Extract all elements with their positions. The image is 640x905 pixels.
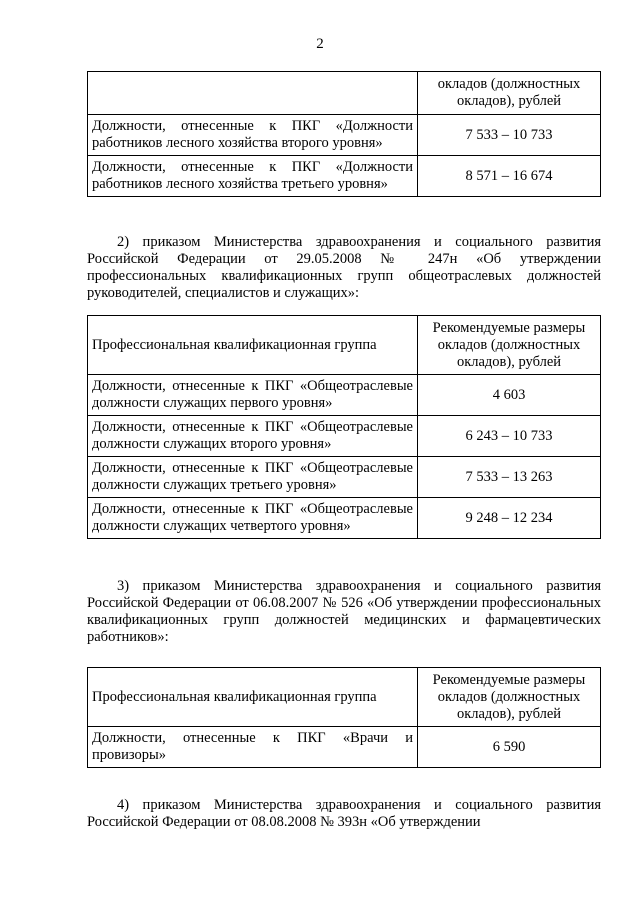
- salary-table-medical: [87, 667, 601, 768]
- table-row: [88, 416, 601, 457]
- salary-cell: 6 590: [418, 727, 601, 768]
- header-salary-cell: Рекомендуемые размеры окладов (должностных окладов), рублей: [418, 668, 601, 727]
- paragraph-2: 2) приказом Министерства здравоохранения и социального развития Российской Федерации от 29.05.2008 № 247н «Об утверждении профессиональных квалификационных групп общеотраслевых должностей руководителей, специалистов и служащих»:: [87, 234, 601, 301]
- paragraph-4: 4) приказом Министерства здравоохранения и социального развития Российской Федерации от 08.08.2008 № 393н «Об утверждении: [87, 797, 601, 830]
- salary-cell: 6 243 – 10 733: [418, 416, 601, 457]
- paragraph-3: 3) приказом Министерства здравоохранения и социального развития Российской Федерации от 06.08.2007 № 526 «Об утверждении профессиональных квалификационных групп должностей медицинских и фармацевтических работников»:: [87, 578, 601, 645]
- table-row: [88, 156, 601, 197]
- salary-cell: 7 533 – 13 263: [418, 457, 601, 498]
- table-header-row: [88, 72, 601, 115]
- header-group-cell: [88, 72, 418, 115]
- salary-cell: 9 248 – 12 234: [418, 498, 601, 539]
- page-number: 2: [316, 36, 324, 52]
- header-group-cell: Профессиональная квалификационная группа: [88, 316, 418, 375]
- salary-table-general: [87, 315, 601, 539]
- table-header-row: [88, 668, 601, 727]
- salary-cell: 8 571 – 16 674: [418, 156, 601, 197]
- header-group-cell: Профессиональная квалификационная группа: [88, 668, 418, 727]
- group-cell: Должности, отнесенные к ПКГ «Общеотраслевые должности служащих четвертого уровня»: [88, 498, 418, 539]
- salary-cell: 4 603: [418, 375, 601, 416]
- table-row: [88, 115, 601, 156]
- salary-table-forestry: [87, 71, 601, 197]
- table-row: [88, 727, 601, 768]
- group-cell: Должности, отнесенные к ПКГ «Должности работников лесного хозяйства второго уровня»: [88, 115, 418, 156]
- group-cell: Должности, отнесенные к ПКГ «Общеотраслевые должности служащих третьего уровня»: [88, 457, 418, 498]
- group-cell: Должности, отнесенные к ПКГ «Врачи и провизоры»: [88, 727, 418, 768]
- header-salary-cell: окладов (должностных окладов), рублей: [418, 72, 601, 115]
- table-row: [88, 498, 601, 539]
- table-row: [88, 375, 601, 416]
- group-cell: Должности, отнесенные к ПКГ «Общеотраслевые должности служащих второго уровня»: [88, 416, 418, 457]
- group-cell: Должности, отнесенные к ПКГ «Должности работников лесного хозяйства третьего уровня»: [88, 156, 418, 197]
- table-header-row: [88, 316, 601, 375]
- group-cell: Должности, отнесенные к ПКГ «Общеотраслевые должности служащих первого уровня»: [88, 375, 418, 416]
- header-salary-cell: Рекомендуемые размеры окладов (должностных окладов), рублей: [418, 316, 601, 375]
- table-row: [88, 457, 601, 498]
- salary-cell: 7 533 – 10 733: [418, 115, 601, 156]
